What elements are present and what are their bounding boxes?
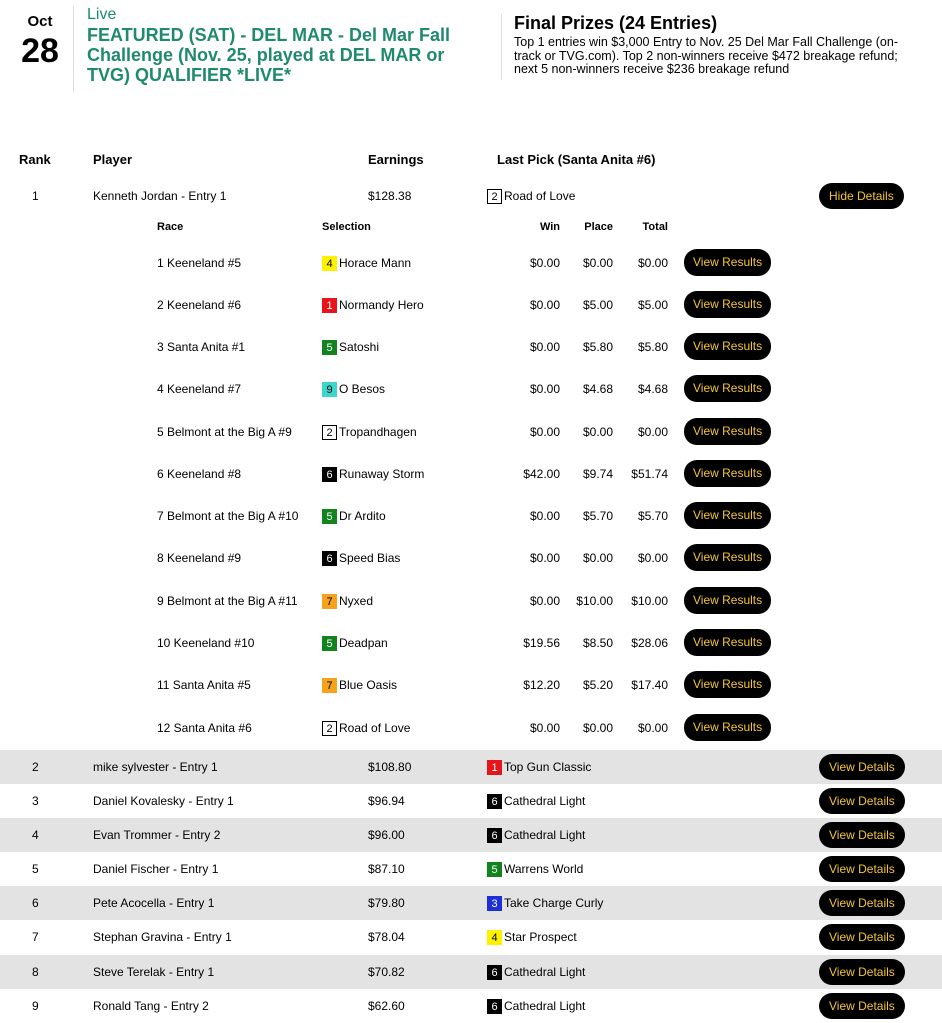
horse-name: Deadpan [339, 636, 388, 650]
win-amount: $19.56 [523, 636, 560, 650]
event-month: Oct [27, 13, 53, 30]
total-amount: $10.00 [631, 594, 668, 608]
total-amount: $51.74 [631, 467, 668, 481]
selection [322, 289, 424, 321]
win-amount: $0.00 [529, 382, 560, 396]
last-pick [487, 886, 603, 920]
divider [501, 14, 502, 80]
saddle-cloth-number: 2 [322, 721, 337, 736]
place-amount: $0.00 [582, 425, 613, 439]
horse-name: Warrens World [504, 862, 584, 876]
last-pick [487, 955, 585, 989]
saddle-cloth-number: 5 [322, 509, 337, 524]
race-row [0, 458, 942, 490]
selection [322, 712, 410, 744]
place-amount: $5.80 [582, 340, 613, 354]
race-row [0, 712, 942, 744]
last-pick [487, 852, 583, 886]
view-details-button[interactable]: View Details [819, 822, 905, 848]
win-amount: $0.00 [529, 256, 560, 270]
last-pick [487, 179, 575, 213]
last-pick [487, 818, 585, 852]
race-name: 6 Keeneland #8 [157, 467, 242, 481]
total-amount: $28.06 [631, 636, 668, 650]
saddle-cloth-number: 7 [322, 678, 337, 693]
win-amount: $0.00 [529, 425, 560, 439]
event-day: 28 [21, 32, 59, 70]
race-row [0, 373, 942, 405]
win-amount: $0.00 [529, 298, 560, 312]
saddle-cloth-number: 9 [322, 382, 337, 397]
race-row [0, 289, 942, 321]
player-name: Ronald Tang - Entry 2 [93, 999, 209, 1013]
view-results-button[interactable]: View Results [684, 544, 771, 571]
place-amount: $5.00 [582, 298, 613, 312]
leaderboard-row [0, 179, 942, 213]
win-amount: $0.00 [529, 721, 560, 735]
place-amount: $8.50 [582, 636, 613, 650]
saddle-cloth-number: 6 [487, 828, 502, 843]
total-amount: $0.00 [637, 551, 668, 565]
player-name: Steve Terelak - Entry 1 [93, 965, 215, 979]
race-name: 5 Belmont at the Big A #9 [157, 425, 292, 439]
race-name: 10 Keeneland #10 [157, 636, 255, 650]
view-details-button[interactable]: View Details [819, 754, 905, 780]
selection [322, 627, 388, 659]
leaderboard-row [0, 784, 942, 818]
place-amount: $0.00 [582, 256, 613, 270]
horse-name: Cathedral Light [504, 794, 586, 808]
rank: 4 [32, 828, 39, 842]
details-header-win: Win [539, 221, 560, 233]
view-results-button[interactable]: View Results [684, 629, 771, 656]
race-row [0, 247, 942, 279]
earnings: $128.38 [368, 189, 412, 203]
rank: 6 [32, 896, 39, 910]
view-details-button[interactable]: View Details [819, 959, 905, 985]
horse-name: Tropandhagen [339, 425, 417, 439]
win-amount: $0.00 [529, 551, 560, 565]
column-header-last-pick: Last Pick (Santa Anita #6) [497, 152, 656, 167]
race-name: 1 Keeneland #5 [157, 256, 242, 270]
total-amount: $0.00 [637, 425, 668, 439]
column-header-earnings: Earnings [368, 152, 424, 167]
view-results-button[interactable]: View Results [684, 587, 771, 614]
player-name: Kenneth Jordan - Entry 1 [93, 189, 227, 203]
selection [322, 669, 397, 701]
view-details-button[interactable]: View Details [819, 993, 905, 1019]
race-row [0, 669, 942, 701]
earnings: $70.82 [368, 965, 405, 979]
player-name: Daniel Kovalesky - Entry 1 [93, 794, 234, 808]
saddle-cloth-number: 6 [487, 794, 502, 809]
prize-description: Top 1 entries win $3,000 Entry to Nov. 25 Del Mar Fall Challenge (on-track or TVG.com). Top 2 non-winners receive $472 breakage refund; next 5 non-winners receive $236 breakage refund [514, 35, 898, 76]
view-results-button[interactable]: View Results [684, 460, 771, 487]
saddle-cloth-number: 2 [487, 189, 502, 204]
saddle-cloth-number: 3 [487, 896, 502, 911]
horse-name: Runaway Storm [339, 467, 425, 481]
details-header-selection: Selection [322, 221, 371, 233]
view-results-button[interactable]: View Results [684, 714, 771, 741]
rank: 9 [32, 999, 39, 1013]
place-amount: $5.70 [582, 509, 613, 523]
saddle-cloth-number: 5 [322, 340, 337, 355]
total-amount: $5.70 [637, 509, 668, 523]
selection [322, 416, 417, 448]
leaderboard-row [0, 989, 942, 1023]
last-pick [487, 989, 585, 1023]
horse-name: Cathedral Light [504, 828, 586, 842]
selection [322, 373, 385, 405]
rank: 2 [32, 760, 39, 774]
player-name: mike sylvester - Entry 1 [93, 760, 218, 774]
view-details-button[interactable]: View Details [819, 856, 905, 882]
win-amount: $42.00 [523, 467, 560, 481]
horse-name: Star Prospect [504, 930, 577, 944]
column-header-player: Player [93, 152, 133, 167]
divider [73, 6, 74, 92]
selection [322, 331, 379, 363]
horse-name: Satoshi [339, 340, 380, 354]
selection [322, 500, 386, 532]
horse-name: Nyxed [339, 594, 374, 608]
rank: 8 [32, 965, 39, 979]
saddle-cloth-number: 1 [322, 298, 337, 313]
horse-name: Speed Bias [339, 551, 401, 565]
details-header-race: Race [157, 221, 184, 233]
race-name: 8 Keeneland #9 [157, 551, 242, 565]
last-pick [487, 784, 585, 818]
view-results-button[interactable]: View Results [684, 291, 771, 318]
race-name: 9 Belmont at the Big A #11 [157, 594, 298, 608]
earnings: $108.80 [368, 760, 412, 774]
last-pick [487, 920, 577, 954]
selection [322, 585, 373, 617]
saddle-cloth-number: 6 [322, 551, 337, 566]
prize-title: Final Prizes (24 Entries) [514, 13, 718, 33]
hide-details-button[interactable]: Hide Details [819, 183, 904, 209]
total-amount: $5.80 [637, 340, 668, 354]
rank: 3 [32, 794, 39, 808]
saddle-cloth-number: 1 [487, 760, 502, 775]
horse-name: Road of Love [504, 189, 576, 203]
earnings: $78.04 [368, 930, 405, 944]
horse-name: Blue Oasis [339, 678, 398, 692]
horse-name: O Besos [339, 382, 386, 396]
view-results-button[interactable]: View Results [684, 671, 771, 698]
saddle-cloth-number: 6 [487, 999, 502, 1014]
win-amount: $0.00 [529, 509, 560, 523]
race-name: 7 Belmont at the Big A #10 [157, 509, 299, 523]
saddle-cloth-number: 6 [322, 467, 337, 482]
leaderboard-row [0, 955, 942, 989]
saddle-cloth-number: 2 [322, 425, 337, 440]
race-name: 12 Santa Anita #6 [157, 721, 252, 735]
leaderboard-row [0, 818, 942, 852]
win-amount: $0.00 [529, 340, 560, 354]
race-name: 3 Santa Anita #1 [157, 340, 246, 354]
race-name: 11 Santa Anita #5 [157, 678, 251, 692]
rank: 7 [32, 930, 39, 944]
view-results-button[interactable]: View Results [684, 375, 771, 402]
horse-name: Take Charge Curly [504, 896, 604, 910]
race-row [0, 585, 942, 617]
total-amount: $4.68 [637, 382, 668, 396]
saddle-cloth-number: 4 [322, 256, 337, 271]
place-amount: $5.20 [582, 678, 613, 692]
view-details-button[interactable]: View Details [819, 924, 905, 950]
view-results-button[interactable]: View Results [684, 333, 771, 360]
saddle-cloth-number: 5 [322, 636, 337, 651]
view-details-button[interactable]: View Details [819, 788, 905, 814]
total-amount: $17.40 [631, 678, 668, 692]
win-amount: $0.00 [529, 594, 560, 608]
rank: 1 [32, 189, 39, 203]
place-amount: $0.00 [582, 721, 613, 735]
race-name: 2 Keeneland #6 [157, 298, 242, 312]
place-amount: $4.68 [582, 382, 613, 396]
event-title: FEATURED (SAT) - DEL MAR - Del Mar Fall Challenge (Nov. 25, played at DEL MAR or TVG) QUALIFIER *LIVE* [87, 25, 451, 85]
earnings: $87.10 [368, 862, 405, 876]
live-status: Live [87, 6, 117, 23]
race-row [0, 500, 942, 532]
total-amount: $5.00 [637, 298, 668, 312]
earnings: $96.00 [368, 828, 405, 842]
horse-name: Normandy Hero [339, 298, 424, 312]
horse-name: Cathedral Light [504, 965, 586, 979]
details-header-place: Place [584, 221, 613, 233]
view-results-button[interactable]: View Results [684, 418, 771, 445]
selection [322, 458, 424, 490]
horse-name: Dr Ardito [339, 509, 386, 523]
leaderboard-row [0, 852, 942, 886]
view-details-button[interactable]: View Details [819, 890, 905, 916]
place-amount: $9.74 [582, 467, 613, 481]
selection [322, 542, 400, 574]
selection [322, 247, 411, 279]
horse-name: Road of Love [339, 721, 411, 735]
view-results-button[interactable]: View Results [684, 502, 771, 529]
total-amount: $0.00 [637, 256, 668, 270]
place-amount: $10.00 [576, 594, 613, 608]
view-results-button[interactable]: View Results [684, 249, 771, 276]
player-name: Daniel Fischer - Entry 1 [93, 862, 219, 876]
rank: 5 [32, 862, 39, 876]
race-row [0, 627, 942, 659]
saddle-cloth-number: 7 [322, 594, 337, 609]
total-amount: $0.00 [637, 721, 668, 735]
column-header-rank: Rank [19, 152, 51, 167]
leaderboard-row [0, 750, 942, 784]
player-name: Stephan Gravina - Entry 1 [93, 930, 232, 944]
leaderboard-row [0, 920, 942, 954]
saddle-cloth-number: 6 [487, 965, 502, 980]
saddle-cloth-number: 5 [487, 862, 502, 877]
details-header-total: Total [642, 221, 668, 233]
event-date [12, 13, 68, 70]
earnings: $96.94 [368, 794, 405, 808]
horse-name: Cathedral Light [504, 999, 586, 1013]
leaderboard-row [0, 886, 942, 920]
race-row [0, 416, 942, 448]
player-name: Evan Trommer - Entry 2 [93, 828, 221, 842]
race-name: 4 Keeneland #7 [157, 382, 242, 396]
race-row [0, 331, 942, 363]
player-name: Pete Acocella - Entry 1 [93, 896, 215, 910]
earnings: $79.80 [368, 896, 405, 910]
earnings: $62.60 [368, 999, 405, 1013]
last-pick [487, 750, 591, 784]
win-amount: $12.20 [523, 678, 560, 692]
horse-name: Horace Mann [339, 256, 412, 270]
saddle-cloth-number: 4 [487, 930, 502, 945]
race-row [0, 542, 942, 574]
place-amount: $0.00 [582, 551, 613, 565]
horse-name: Top Gun Classic [504, 760, 592, 774]
